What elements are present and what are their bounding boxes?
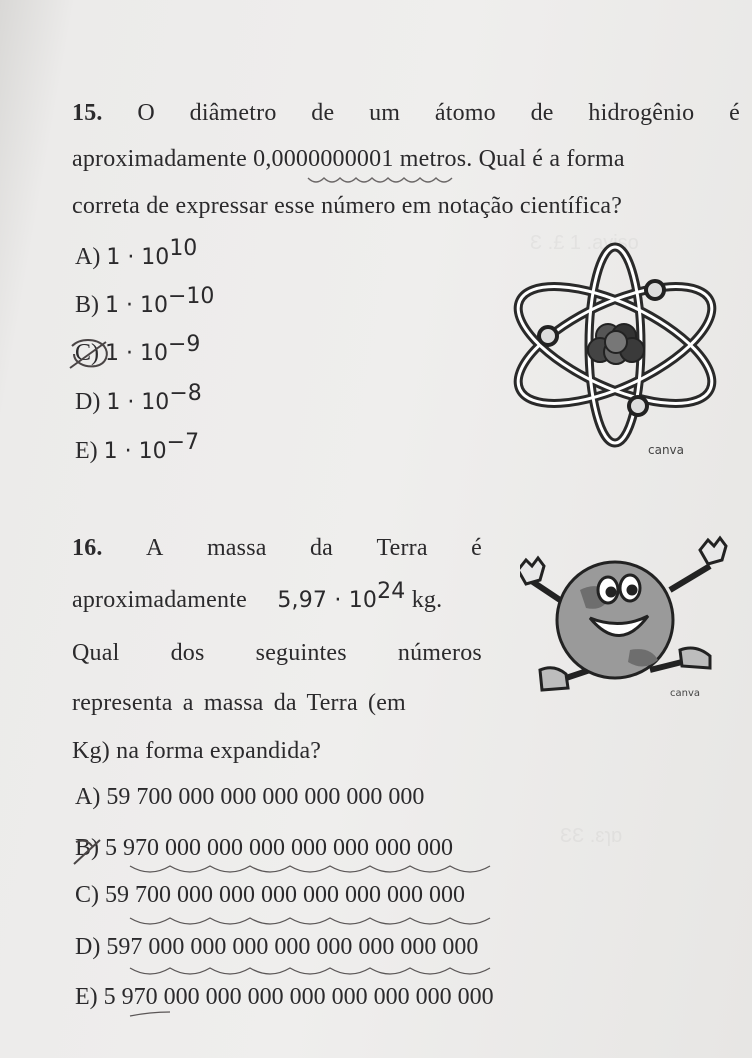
earth-mass-exponent: 24: [377, 579, 406, 604]
option-letter: A): [75, 244, 101, 270]
option-base: 1 · 10: [105, 341, 168, 366]
bleed-through-text: ƐƐ .ɛɿɒ: [560, 825, 623, 847]
earth-cartoon-illustration: [520, 530, 740, 710]
atom-illustration: [500, 240, 730, 470]
atom-nucleus: [588, 324, 644, 364]
q16-word: é: [471, 535, 482, 561]
q16-option-b[interactable]: [75, 835, 453, 862]
q16-option-e[interactable]: [75, 984, 494, 1011]
q16-line-5: Kg) na forma expandida?: [72, 738, 322, 764]
q15-word: O: [137, 100, 155, 126]
bleed-through-text: Ɛ .£ 1 .aviso: [530, 232, 639, 254]
q16-word: Terra: [376, 535, 428, 561]
option-exponent: 10: [169, 236, 198, 261]
option-base: 1 · 10: [106, 245, 170, 270]
option-base: 1 · 10: [105, 293, 168, 318]
q16-number: 16.: [72, 535, 103, 561]
q16-word: A: [146, 535, 164, 561]
option-letter: C): [75, 882, 99, 908]
q16-word: aproximadamente: [72, 587, 247, 613]
option-letter: E): [75, 438, 98, 464]
option-exponent: −8: [169, 381, 202, 406]
q16-image-caption: canva: [670, 688, 701, 699]
q15-word: um: [369, 100, 401, 126]
q15-word: de: [530, 100, 554, 126]
option-value: 5 970 000 000 000 000 000 000 000 000: [103, 984, 494, 1010]
option-base: 1 · 10: [106, 390, 170, 415]
q15-word: átomo: [434, 100, 496, 126]
option-letter: E): [75, 984, 98, 1010]
q16-option-a[interactable]: [75, 784, 424, 811]
earth-mass-unit: kg.: [411, 587, 443, 613]
option-letter: A): [75, 784, 101, 810]
q16-line-1: [72, 535, 482, 562]
option-letter: D): [75, 389, 101, 415]
option-exponent: −7: [166, 430, 200, 455]
q16-option-c[interactable]: [75, 882, 465, 909]
q15-line-2: aproximadamente 0,0000000001 metros. Qual é a forma: [72, 146, 625, 172]
q16-word: seguintes: [255, 640, 347, 666]
q15-word: diâmetro: [189, 100, 277, 126]
option-value: 5 970 000 000 000 000 000 000 000: [105, 835, 453, 861]
q15-option-c[interactable]: [75, 332, 201, 367]
q16-word: massa: [206, 535, 267, 561]
option-letter: C): [75, 340, 99, 366]
option-base: 1 · 10: [103, 439, 167, 464]
q15-word: é: [729, 100, 740, 126]
q16-word: da: [309, 535, 334, 561]
option-letter: D): [75, 934, 101, 960]
q15-word: hidrogênio: [588, 100, 695, 126]
option-exponent: −10: [167, 284, 215, 309]
option-letter: B): [75, 292, 99, 318]
option-exponent: −9: [167, 332, 201, 357]
q15-word: de: [311, 100, 335, 126]
q15-option-b[interactable]: [75, 284, 215, 319]
q15-option-d[interactable]: [75, 381, 202, 416]
q16-word: dos: [170, 640, 205, 666]
q15-number: 15.: [72, 100, 103, 126]
q15-image-caption: canva: [648, 443, 685, 457]
option-value: 59 700 000 000 000 000 000 000: [106, 784, 425, 810]
q16-line-2: [72, 579, 484, 614]
earth-mass-value: 5,97 · 10: [277, 588, 378, 613]
q16-word: Qual: [72, 640, 120, 666]
q16-line-3: [72, 640, 482, 667]
q15-line-3: correta de expressar esse número em notação científica?: [72, 193, 623, 219]
option-letter: B): [75, 835, 99, 861]
q15-line-1: [72, 100, 740, 127]
q16-option-d[interactable]: [75, 934, 478, 961]
q15-option-e[interactable]: [75, 430, 200, 465]
q16-line-4: representa a massa da Terra (em: [72, 690, 406, 716]
option-value: 59 700 000 000 000 000 000 000 000: [105, 882, 465, 908]
q15-option-a[interactable]: [75, 236, 198, 271]
option-value: 597 000 000 000 000 000 000 000 000: [106, 934, 479, 960]
q16-word: números: [397, 640, 482, 666]
